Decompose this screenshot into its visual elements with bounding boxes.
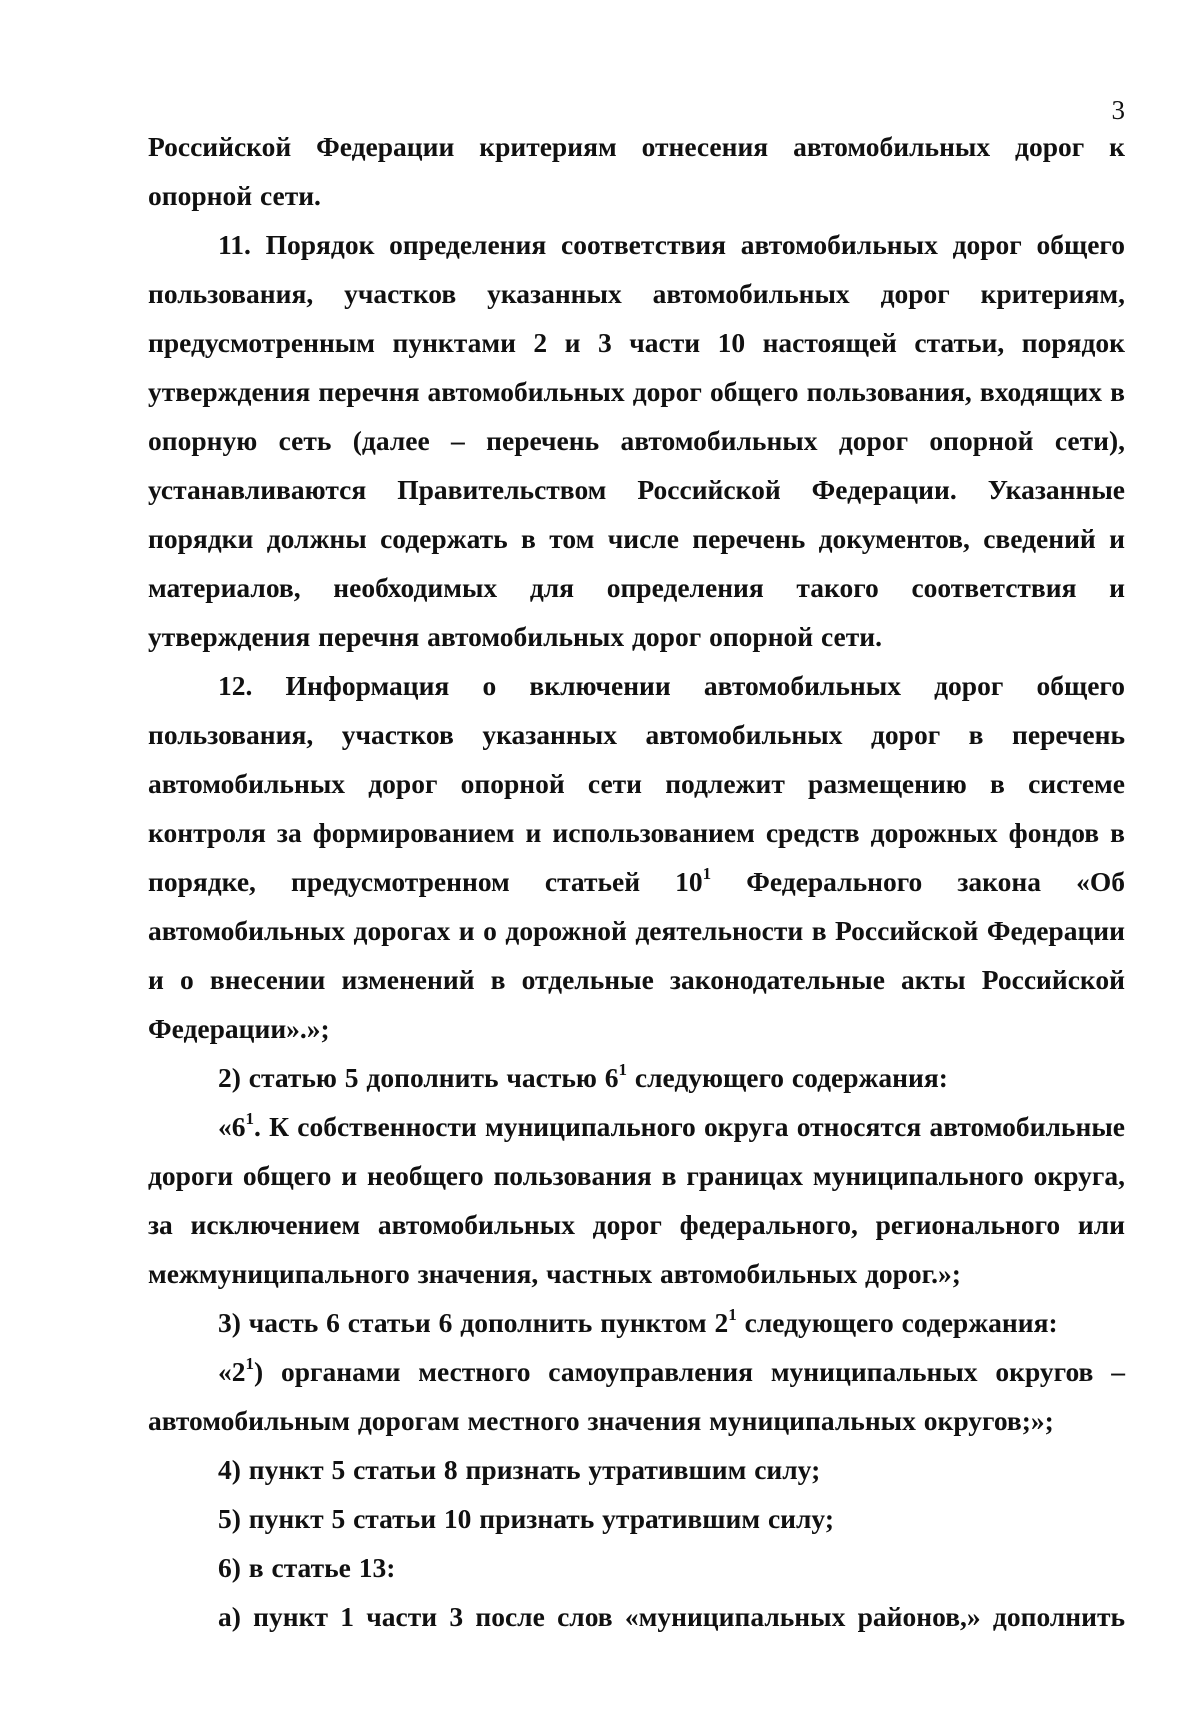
superscript: 1 <box>618 1059 628 1079</box>
paragraph-text: 12. Информация о включении автомобильных дорог общего пользования, участков указанных автомобильных дорог в перечень автомобильных дорог опорной сети подлежит размещению в системе контроля за формированием и использованием средств дорожных фондов в порядке, предусмотренном статьей 10 <box>148 670 1125 897</box>
paragraph-text: «2 <box>218 1356 246 1387</box>
superscript: 1 <box>245 1108 254 1128</box>
paragraph-text: ) органами местного самоуправления муниципальных округов – автомобильным дорогам местного значения муниципальных округов;»; <box>148 1356 1125 1436</box>
paragraph-continuation: Российской Федерации критериям отнесения автомобильных дорог к опорной сети. <box>148 131 1125 211</box>
amendment-subitem-a: а) пункт 1 части 3 после слов «муниципальных районов,» дополнить <box>218 1601 1125 1632</box>
paragraph-item-12 <box>148 661 1125 1053</box>
amendment-item-4: 4) пункт 5 статьи 8 признать утратившим силу; <box>218 1454 821 1485</box>
paragraph-item-11: 11. Порядок определения соответствия автомобильных дорог общего пользования, участков указанных автомобильных дорог критериям, предусмотренным пунктами 2 и 3 части 10 настоящей статьи, порядок утверждения перечня автомобильных дорог общего пользования, входящих в опорную сеть (далее – перечень автомобильных дорог опорной сети), устанавливаются Правительством Российской Федерации. Указанные порядки должны содержать в том числе перечень документов, сведений и материалов, необходимых для определения такого соответствия и утверждения перечня автомобильных дорог опорной сети. <box>148 229 1125 652</box>
amendment-item-5: 5) пункт 5 статьи 10 признать утратившим силу; <box>218 1503 834 1534</box>
superscript: 1 <box>702 863 712 883</box>
paragraph-text: следующего содержания: <box>736 1307 1058 1338</box>
paragraph-text: 2) статью 5 дополнить частью 6 <box>218 1062 619 1093</box>
paragraph-text: . К собственности муниципального округа относятся автомобильные дороги общего и необщего пользования в границах муниципального округа, за исключением автомобильных дорог федерального, регионального или межмуниципального значения, частных автомобильных дорог.»; <box>148 1111 1125 1289</box>
paragraph-text: следующего содержания: <box>627 1062 948 1093</box>
paragraph-text: 3) часть 6 статьи 6 дополнить пунктом 2 <box>218 1307 729 1338</box>
amendment-item-6: 6) в статье 13: <box>218 1552 396 1583</box>
paragraph-text: Федерального закона «Об автомобильных дорогах и о дорожной деятельности в Российской Федерации и о внесении изменений в отдельные законодательные акты Российской Федерации».»; <box>148 866 1125 1044</box>
quoted-part-6-1 <box>148 1102 1125 1298</box>
paragraph-text: «6 <box>218 1111 246 1142</box>
superscript: 1 <box>728 1304 737 1324</box>
amendment-item-3 <box>148 1298 1125 1347</box>
superscript: 1 <box>245 1353 254 1373</box>
amendment-item-2 <box>148 1053 1125 1102</box>
quoted-point-2-1 <box>148 1347 1125 1445</box>
document-body <box>148 122 1125 1641</box>
page-number: 3 <box>1111 95 1125 125</box>
